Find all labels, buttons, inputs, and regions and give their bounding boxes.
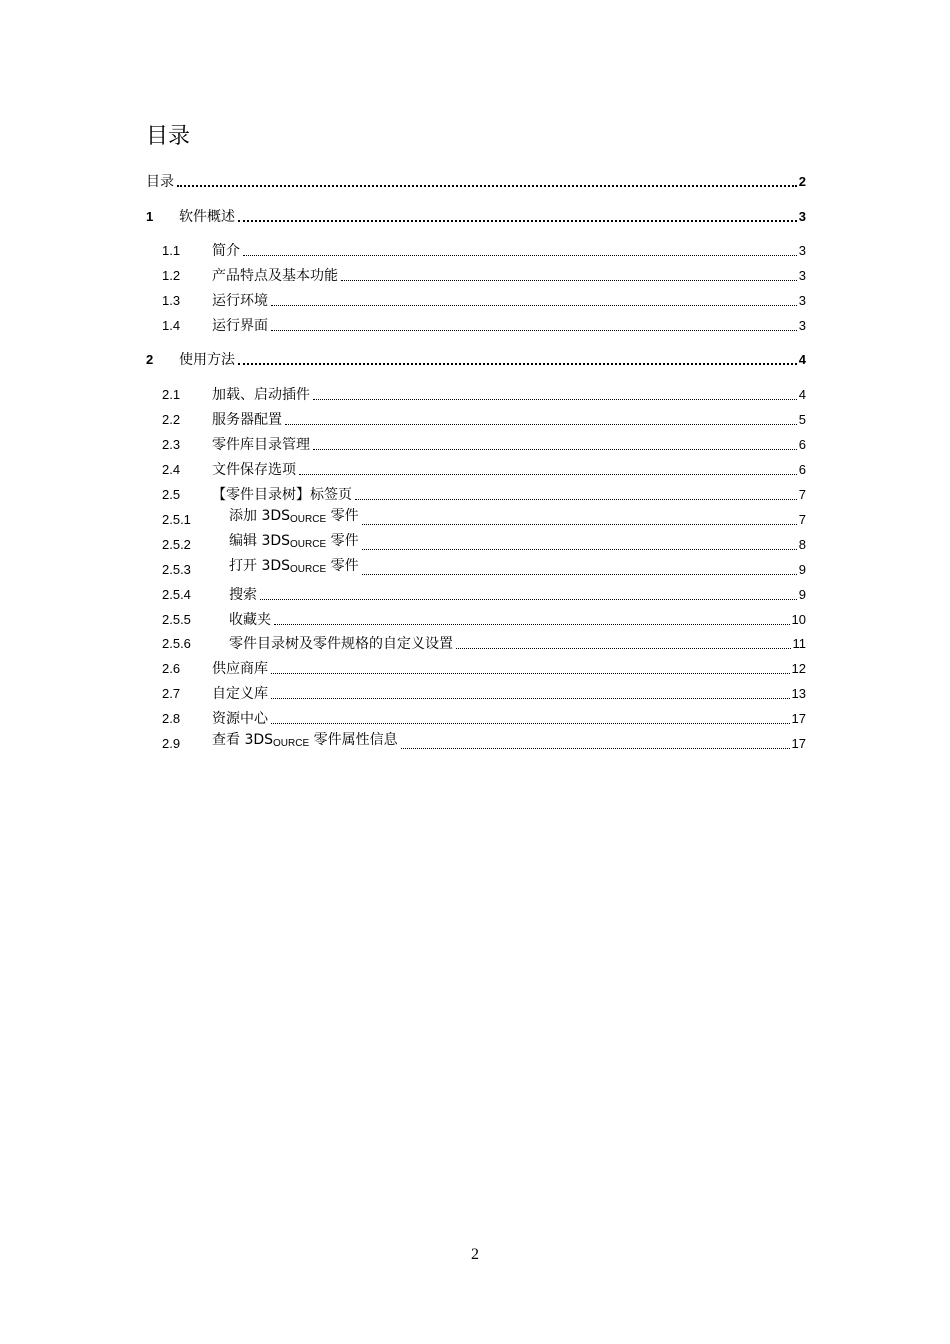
toc-entry-page: 12 xyxy=(791,661,806,676)
toc-entry-number: 2.9 xyxy=(162,736,181,751)
toc-dot-leader xyxy=(313,449,797,450)
toc-entry[interactable] xyxy=(146,510,806,530)
toc-entry-page: 17 xyxy=(791,711,806,726)
toc-dot-leader xyxy=(271,698,790,699)
toc-dot-leader xyxy=(238,363,797,365)
toc-entry-number: 1.3 xyxy=(162,293,181,308)
toc-entry[interactable] xyxy=(146,460,806,480)
toc-entry-page: 6 xyxy=(798,437,806,452)
toc-entry-page: 11 xyxy=(792,636,806,651)
toc-entry[interactable] xyxy=(146,659,806,679)
toc-entry-page: 10 xyxy=(791,612,806,627)
toc-entry[interactable] xyxy=(146,241,806,261)
toc-entry-page: 2 xyxy=(798,174,806,189)
toc-entry-page: 3 xyxy=(798,318,806,333)
toc-entry[interactable] xyxy=(146,291,806,311)
toc-entry-page: 4 xyxy=(798,387,806,402)
toc-dot-leader xyxy=(243,255,797,256)
toc-entry-page: 7 xyxy=(798,487,806,502)
toc-dot-leader xyxy=(341,280,797,281)
toc-entry-number: 2.8 xyxy=(162,711,181,726)
toc-entry-number: 2.5.5 xyxy=(162,612,191,627)
toc-entry-number: 1 xyxy=(146,209,154,224)
toc-entry-number: 2.5 xyxy=(162,487,181,502)
toc-entry[interactable] xyxy=(146,350,806,370)
toc-dot-leader xyxy=(456,648,791,649)
toc-entry[interactable] xyxy=(146,435,806,455)
toc-entry-title: 零件目录树及零件规格的自定义设置 xyxy=(229,636,453,652)
toc-entry-page: 5 xyxy=(798,412,806,427)
toc-entry[interactable] xyxy=(146,734,806,754)
toc-dot-leader xyxy=(271,330,797,331)
toc-entry-title: 运行界面 xyxy=(212,318,268,334)
toc-entry[interactable] xyxy=(146,266,806,286)
toc-entry-page: 6 xyxy=(798,462,806,477)
toc-entry-title: 资源中心 xyxy=(212,711,268,727)
toc-entry-title: 简介 xyxy=(212,243,240,259)
toc-dot-leader xyxy=(177,185,797,187)
toc-entry-title: 服务器配置 xyxy=(212,412,282,428)
toc-entry-page: 13 xyxy=(791,686,806,701)
toc-dot-leader xyxy=(271,673,790,674)
toc-entry-title: 文件保存选项 xyxy=(212,462,296,478)
toc-dot-leader xyxy=(271,723,790,724)
toc-entry-title: 添加 3DSOURCE 零件 xyxy=(229,508,359,525)
toc-entry-page: 7 xyxy=(798,512,806,527)
toc-entry-title: 打开 3DSOURCE 零件 xyxy=(229,558,359,575)
toc-entry-page: 9 xyxy=(798,562,806,577)
toc-dot-leader xyxy=(238,220,797,222)
toc-entry-number: 2.2 xyxy=(162,412,181,427)
toc-entry-title: 软件概述 xyxy=(179,209,235,225)
toc-dot-leader xyxy=(260,599,797,600)
toc-entry-title: 查看 3DSOURCE 零件属性信息 xyxy=(212,732,398,749)
toc-entry-title: 收藏夹 xyxy=(229,612,271,628)
toc-entry-title: 供应商库 xyxy=(212,661,268,677)
toc-entry-title: 搜索 xyxy=(229,587,257,603)
toc-dot-leader xyxy=(271,305,797,306)
toc-entry-title: 产品特点及基本功能 xyxy=(212,268,338,284)
toc-entry-number: 2 xyxy=(146,352,154,367)
toc-entry[interactable] xyxy=(146,410,806,430)
toc-entry-number: 2.7 xyxy=(162,686,181,701)
toc-dot-leader xyxy=(362,549,797,550)
toc-entry-page: 9 xyxy=(798,587,806,602)
toc-heading: 目录 xyxy=(146,124,191,149)
toc-entry-page: 3 xyxy=(798,268,806,283)
toc-entry-number: 1.4 xyxy=(162,318,181,333)
toc-entry-title: 编辑 3DSOURCE 零件 xyxy=(229,533,359,550)
toc-dot-leader xyxy=(355,499,797,500)
toc-dot-leader xyxy=(401,748,790,749)
toc-entry-number: 1.1 xyxy=(162,243,181,258)
toc-entry-number: 2.5.6 xyxy=(162,636,191,651)
toc-dot-leader xyxy=(274,624,790,625)
toc-dot-leader xyxy=(362,574,797,575)
toc-entry-number: 1.2 xyxy=(162,268,181,283)
toc-entry-number: 2.1 xyxy=(162,387,181,402)
toc-entry[interactable] xyxy=(146,385,806,405)
toc-entry-title: 自定义库 xyxy=(212,686,268,702)
toc-entry[interactable] xyxy=(146,207,806,227)
page-number: 2 xyxy=(471,1246,479,1263)
toc-entry-page: 3 xyxy=(798,243,806,258)
toc-entry[interactable] xyxy=(146,585,806,605)
toc-entry[interactable] xyxy=(146,709,806,729)
toc-entry-page: 3 xyxy=(798,293,806,308)
toc-entry-number: 2.5.2 xyxy=(162,537,191,552)
toc-dot-leader xyxy=(313,399,797,400)
toc-entry[interactable] xyxy=(146,560,806,580)
toc-entry-number: 2.5.3 xyxy=(162,562,191,577)
toc-entry-title: 【零件目录树】标签页 xyxy=(212,487,352,503)
toc-entry-title: 运行环境 xyxy=(212,293,268,309)
toc-entry-page: 3 xyxy=(798,209,806,224)
toc-entry[interactable] xyxy=(146,535,806,555)
toc-entry-title: 零件库目录管理 xyxy=(212,437,310,453)
toc-dot-leader xyxy=(285,424,797,425)
toc-entry[interactable] xyxy=(146,316,806,336)
toc-entry[interactable] xyxy=(146,610,806,630)
toc-entry[interactable] xyxy=(146,485,806,505)
toc-entry[interactable] xyxy=(146,684,806,704)
toc-entry-title: 目录 xyxy=(146,174,174,190)
toc-entry-number: 2.5.4 xyxy=(162,587,191,602)
toc-entry-title: 加载、启动插件 xyxy=(212,387,310,403)
toc-entry-number: 2.6 xyxy=(162,661,181,676)
toc-entry-page: 4 xyxy=(798,352,806,367)
toc-entry[interactable] xyxy=(146,172,806,192)
toc-entry-number: 2.4 xyxy=(162,462,181,477)
toc-dot-leader xyxy=(362,524,797,525)
toc-entry-number: 2.3 xyxy=(162,437,181,452)
toc-entry[interactable] xyxy=(146,634,806,654)
toc-entry-number: 2.5.1 xyxy=(162,512,191,527)
toc-dot-leader xyxy=(299,474,797,475)
toc-entry-page: 8 xyxy=(798,537,806,552)
toc-entry-title: 使用方法 xyxy=(179,352,235,368)
toc-entry-page: 17 xyxy=(791,736,806,751)
